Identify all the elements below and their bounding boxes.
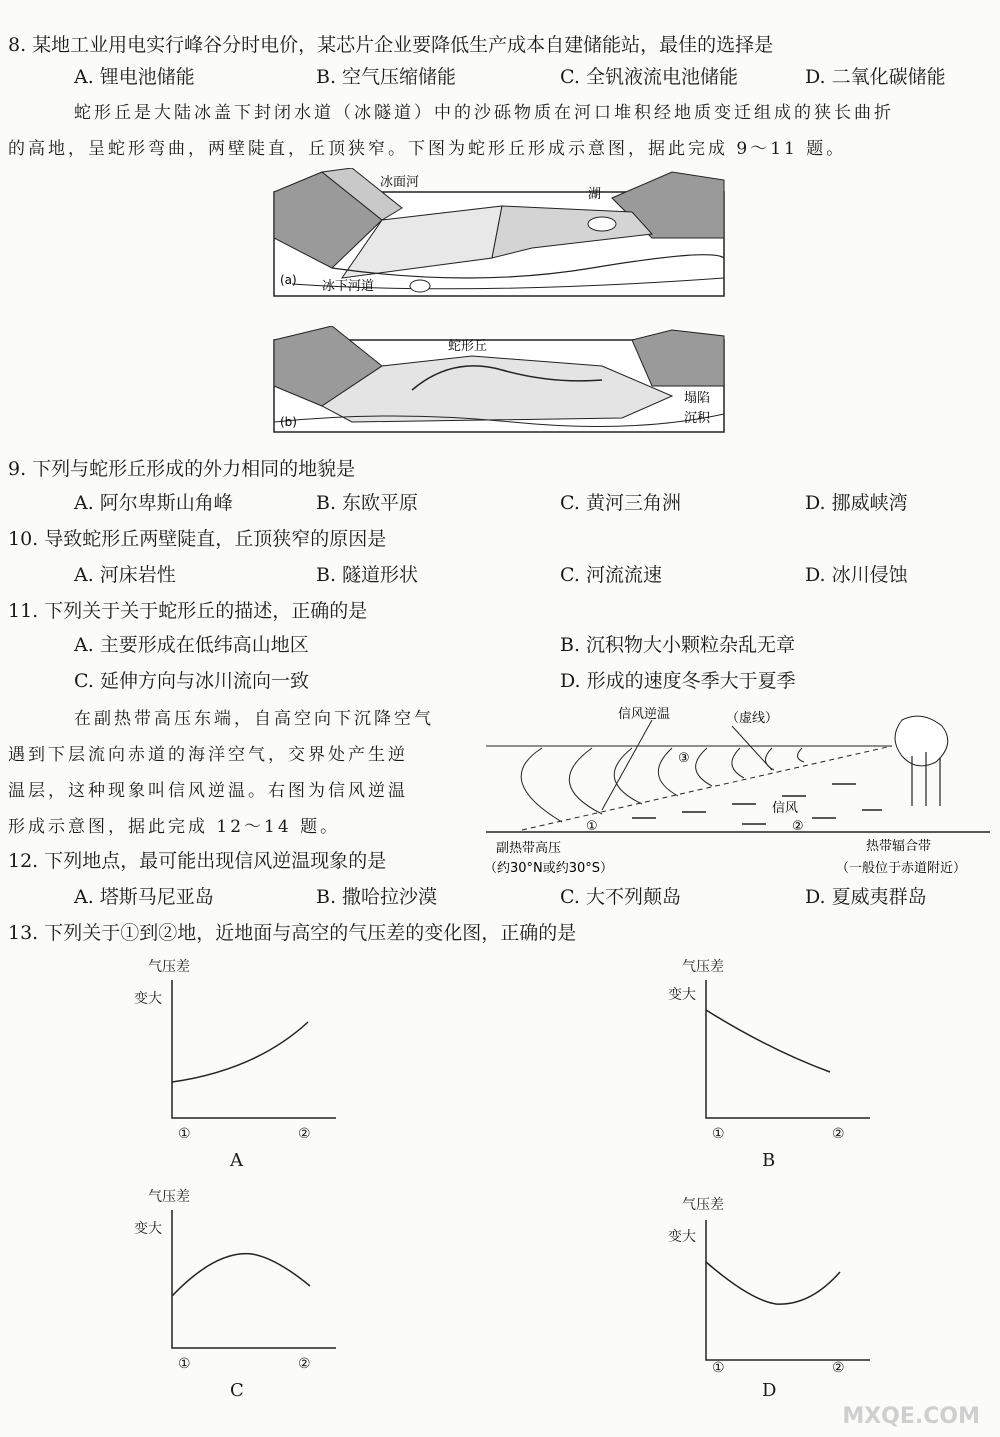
q12-option-c: C. 大不列颠岛 <box>560 886 681 908</box>
trade-wind-inversion-figure <box>482 700 994 880</box>
label-point-1: ① <box>586 819 598 834</box>
graph-a-ytick: 变大 <box>134 991 162 1007</box>
graph-a <box>130 950 340 1180</box>
q9-stem: 9. 下列与蛇形丘形成的外力相同的地貌是 <box>8 458 356 480</box>
graph-c-x1: ① <box>178 1356 191 1372</box>
label-dashed: （虚线） <box>726 711 779 726</box>
q8-option-d: D. 二氧化碳储能 <box>805 66 946 88</box>
label-point-3: ③ <box>678 751 690 766</box>
graph-c-ytick: 变大 <box>134 1221 162 1237</box>
q13-stem: 13. 下列关于①到②地，近地面与高空的气压差的变化图，正确的是 <box>8 922 577 944</box>
q8-stem: 8. 某地工业用电实行峰谷分时电价，某芯片企业要降低生产成本自建储能站，最佳的选择是 <box>8 34 774 56</box>
graph-b-ytick: 变大 <box>668 987 696 1003</box>
q9-option-c: C. 黄河三角洲 <box>560 492 681 514</box>
label-subglacial-channel: 冰下河道 <box>322 279 375 294</box>
graph-c-x2: ② <box>298 1356 311 1372</box>
label-inversion: 信风逆温 <box>618 707 671 722</box>
q8-option-a: A. 锂电池储能 <box>74 66 195 88</box>
q11-option-c: C. 延伸方向与冰川流向一致 <box>74 670 309 692</box>
graph-c-letter: C <box>230 1380 244 1401</box>
q8-option-c: C. 全钒液流电池储能 <box>560 66 738 88</box>
q11-option-d: D. 形成的速度冬季大于夏季 <box>560 670 796 692</box>
label-lake: 湖 <box>588 187 602 202</box>
label-itcz: 热带辐合带 <box>866 839 932 854</box>
label-figure-b-tag: (b) <box>280 415 297 429</box>
label-esker: 蛇形丘 <box>448 339 488 354</box>
q12-option-a: A. 塔斯马尼亚岛 <box>74 886 214 908</box>
q10-option-d: D. 冰川侵蚀 <box>805 564 908 586</box>
label-subtropical-high: 副热带高压 <box>496 841 562 856</box>
passage2-line-3: 温层，这种现象叫信风逆温。右图为信风逆温 <box>8 781 408 801</box>
graph-d-letter: D <box>762 1380 777 1401</box>
graph-d-ylabel: 气压差 <box>682 1197 724 1213</box>
graph-b-ylabel: 气压差 <box>682 959 724 975</box>
label-point-2: ② <box>792 819 804 834</box>
label-figure-a-tag: (a) <box>280 273 297 287</box>
passage2-line-2: 遇到下层流向赤道的海洋空气，交界处产生逆 <box>8 745 408 765</box>
graph-b <box>664 950 874 1180</box>
graph-b-letter: B <box>762 1150 776 1171</box>
graph-d-x1: ① <box>712 1360 725 1376</box>
q10-option-a: A. 河床岩性 <box>74 564 176 586</box>
q10-option-c: C. 河流流速 <box>560 564 662 586</box>
passage2-line-1: 在副热带高压东端，自高空向下沉降空气 <box>74 709 434 729</box>
label-ice-river: 冰面河 <box>380 175 420 190</box>
q9-option-a: A. 阿尔卑斯山角峰 <box>74 492 233 514</box>
q8-option-b: B. 空气压缩储能 <box>316 66 457 88</box>
esker-figure-b <box>272 326 732 436</box>
passage1-line-2: 的高地，呈蛇形弯曲，两壁陡直，丘顶狭窄。下图为蛇形丘形成示意图，据此完成 9～11 题。 <box>8 139 847 159</box>
q12-stem: 12. 下列地点，最可能出现信风逆温现象的是 <box>8 850 387 872</box>
passage2-line-4: 形成示意图，据此完成 12～14 题。 <box>8 817 341 837</box>
label-collapse-1: 塌陷 <box>684 391 711 406</box>
graph-a-letter: A <box>230 1150 243 1171</box>
q9-option-b: B. 东欧平原 <box>316 492 419 514</box>
watermark-logo: MXQE.COM <box>842 1404 980 1429</box>
label-trade-wind: 信风 <box>772 801 799 816</box>
graph-a-x1: ① <box>178 1126 191 1142</box>
esker-figure-a <box>272 168 732 300</box>
graph-b-x2: ② <box>832 1126 845 1142</box>
q12-option-d: D. 夏威夷群岛 <box>805 886 927 908</box>
q11-option-b: B. 沉积物大小颗粒杂乱无章 <box>560 634 796 656</box>
graph-a-ylabel: 气压差 <box>148 959 190 975</box>
q12-option-b: B. 撒哈拉沙漠 <box>316 886 438 908</box>
q9-option-d: D. 挪威峡湾 <box>805 492 908 514</box>
graph-c-ylabel: 气压差 <box>148 1189 190 1205</box>
q11-stem: 11. 下列关于关于蛇形丘的描述，正确的是 <box>8 600 368 622</box>
graph-a-x2: ② <box>298 1126 311 1142</box>
label-collapse-2: 沉积 <box>684 411 711 426</box>
graph-d <box>664 1190 874 1410</box>
passage1-line-1: 蛇形丘是大陆冰盖下封闭水道（冰隧道）中的沙砾物质在河口堆积经地质变迁组成的狭长曲折 <box>74 103 894 123</box>
graph-c <box>130 1180 340 1410</box>
q11-option-a: A. 主要形成在低纬高山地区 <box>74 634 309 656</box>
graph-d-x2: ② <box>832 1360 845 1376</box>
graph-d-ytick: 变大 <box>668 1229 696 1245</box>
q10-stem: 10. 导致蛇形丘两壁陡直，丘顶狭窄的原因是 <box>8 528 387 550</box>
graph-b-x1: ① <box>712 1126 725 1142</box>
q10-option-b: B. 隧道形状 <box>316 564 419 586</box>
label-subtropical-lat: （约30°N或约30°S） <box>484 861 614 876</box>
label-itcz-note: （一般位于赤道附近） <box>836 861 967 876</box>
